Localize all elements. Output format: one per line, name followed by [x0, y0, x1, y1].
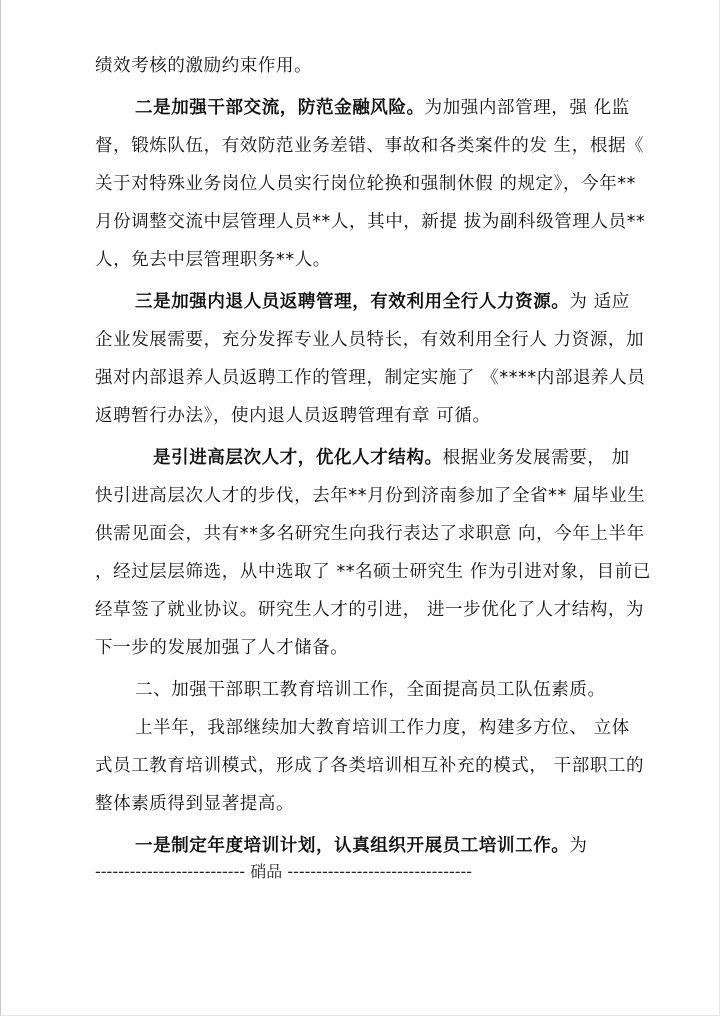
paragraph-line: 强对内部退养人员返聘工作的管理，制定实施了 《****内部退养人员: [95, 368, 646, 388]
footer-label: 硝品: [250, 862, 283, 881]
paragraph-text: 为: [569, 836, 588, 856]
paragraph-line: 整体素质得到显著提高。: [95, 794, 295, 814]
paragraph-line: 企业发展需要，充分发挥专业人员特长，有效利用全行人 力资源，加: [95, 330, 645, 350]
paragraph-line: 绩效考核的激励约束作用。: [95, 56, 313, 76]
paragraph-line: 式员工教育培训模式，形成了各类培训相互补充的模式， 干部职工的: [95, 756, 645, 776]
paragraph-heading: 二是加强干部交流，防范金融风险。: [135, 98, 425, 118]
document-body: [95, 47, 651, 865]
paragraph-line: 供需见面会，共有**多名研究生向我行表达了求职意 向，今年上半年: [95, 524, 645, 544]
section-heading: 二、加强干部职工教育培训工作，全面提高员工队伍素质。: [135, 680, 606, 700]
paragraph-line: 关于对特殊业务岗位人员实行岗位轮换和强制休假 的规定》，今年**: [95, 174, 637, 194]
paragraph-line: [95, 89, 640, 127]
paragraph-line: 督，锻炼队伍，有效防范业务差错、事故和各类案件的发 生，根据《: [95, 136, 645, 156]
paragraph-line: 快引进高层次人才的步伐，去年**月份到济南参加了全省** 届毕业生: [95, 486, 646, 506]
paragraph-heading: 一是制定年度培训计划，认真组织开展员工培训工作。: [135, 836, 570, 856]
paragraph-line: 人，免去中层管理职务**人。: [95, 250, 331, 270]
paragraph-line: 下一步的发展加强了人才储备。: [95, 638, 349, 658]
paragraph-line: 上半年，我部继续加大教育培训工作力度，构建多方位、 立体: [135, 718, 630, 738]
paragraph-line: [95, 283, 640, 321]
paragraph-line: [95, 439, 640, 477]
paragraph-heading: 是引进高层次人才，优化人才结构。: [153, 448, 443, 468]
paragraph-line: 经草签了就业协议。研究生人才的引进， 进一步优化了人才结构，为: [95, 600, 645, 620]
page-footer: [95, 860, 620, 884]
footer-rule-left: --------------------------: [95, 862, 246, 881]
paragraph-line: ，经过层层筛选，从中选取了 **名硕士研究生 作为引进对象，目前已: [95, 562, 651, 582]
paragraph-text: 为加强内部管理，强 化监: [424, 98, 630, 118]
paragraph-line: 返聘暂行办法》，使内退人员返聘管理有章 可循。: [95, 406, 491, 426]
paragraph-text: 根据业务发展需要， 加: [442, 448, 630, 468]
paragraph-text: 为 适应: [569, 292, 630, 312]
paragraph-line: 月份调整交流中层管理人员**人，其中，新提 拔为副科级管理人员**: [95, 212, 646, 232]
footer-rule-right: --------------------------------: [287, 862, 473, 881]
paragraph-heading: 三是加强内退人员返聘管理，有效利用全行人力资源。: [135, 292, 570, 312]
